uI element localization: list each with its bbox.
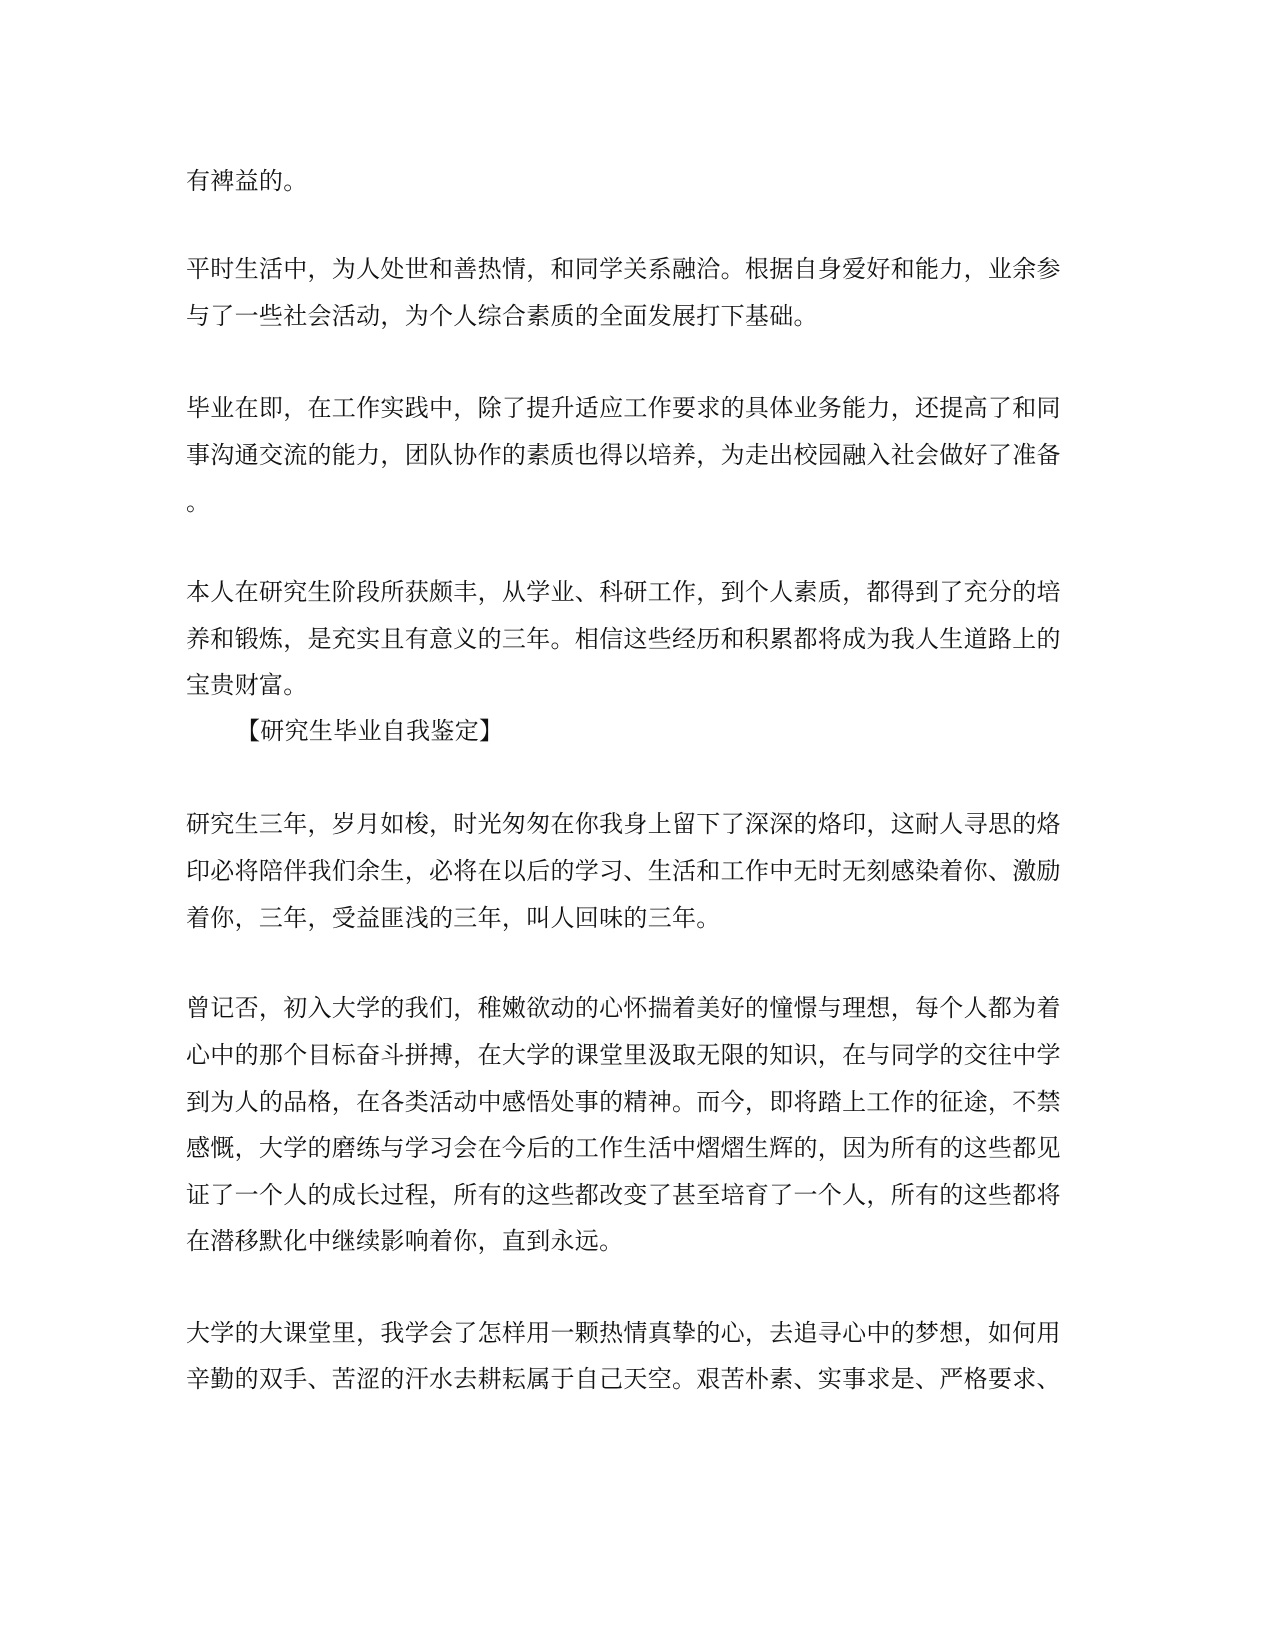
paragraph-line: 平时生活中，为人处世和善热情，和同学关系融洽。根据自身爱好和能力，业余参: [186, 255, 1061, 283]
paragraph-line: 。: [186, 488, 211, 516]
paragraph-line: 本人在研究生阶段所获颇丰，从学业、科研工作，到个人素质，都得到了充分的培: [186, 578, 1061, 606]
paragraph-line: 大学的大课堂里，我学会了怎样用一颗热情真挚的心，去追寻心中的梦想，如何用: [186, 1319, 1061, 1347]
paragraph-line: 毕业在即，在工作实践中，除了提升适应工作要求的具体业务能力，还提高了和同: [186, 394, 1061, 422]
paragraph-line: 心中的那个目标奋斗拼搏，在大学的课堂里汲取无限的知识，在与同学的交往中学: [186, 1041, 1061, 1069]
paragraph-line: 在潜移默化中继续影响着你，直到永远。: [186, 1227, 624, 1255]
paragraph-line: 曾记否，初入大学的我们，稚嫩欲动的心怀揣着美好的憧憬与理想，每个人都为着: [186, 994, 1061, 1022]
paragraph-line: 到为人的品格，在各类活动中感悟处事的精神。而今，即将踏上工作的征途，不禁: [186, 1088, 1061, 1116]
section-heading: 【研究生毕业自我鉴定】: [236, 717, 504, 745]
paragraph-line: 事沟通交流的能力，团队协作的素质也得以培养，为走出校园融入社会做好了准备: [186, 441, 1061, 469]
paragraph-line: 着你，三年，受益匪浅的三年，叫人回味的三年。: [186, 904, 721, 932]
paragraph-line: 感慨，大学的磨练与学习会在今后的工作生活中熠熠生辉的，因为所有的这些都见: [186, 1134, 1061, 1162]
paragraph-line: 印必将陪伴我们余生，必将在以后的学习、生活和工作中无时无刻感染着你、激励: [186, 857, 1061, 885]
paragraph-line: 证了一个人的成长过程，所有的这些都改变了甚至培育了一个人，所有的这些都将: [186, 1181, 1061, 1209]
paragraph-line: 宝贵财富。: [186, 671, 308, 699]
paragraph-line: 与了一些社会活动，为个人综合素质的全面发展打下基础。: [186, 302, 818, 330]
paragraph-line: 养和锻炼，是充实且有意义的三年。相信这些经历和积累都将成为我人生道路上的: [186, 625, 1061, 653]
paragraph-line: 辛勤的双手、苦涩的汗水去耕耘属于自己天空。艰苦朴素、实事求是、严格要求、: [186, 1365, 1061, 1393]
paragraph-line: 研究生三年，岁月如梭，时光匆匆在你我身上留下了深深的烙印，这耐人寻思的烙: [186, 810, 1061, 838]
paragraph-line: 有裨益的。: [186, 167, 308, 195]
